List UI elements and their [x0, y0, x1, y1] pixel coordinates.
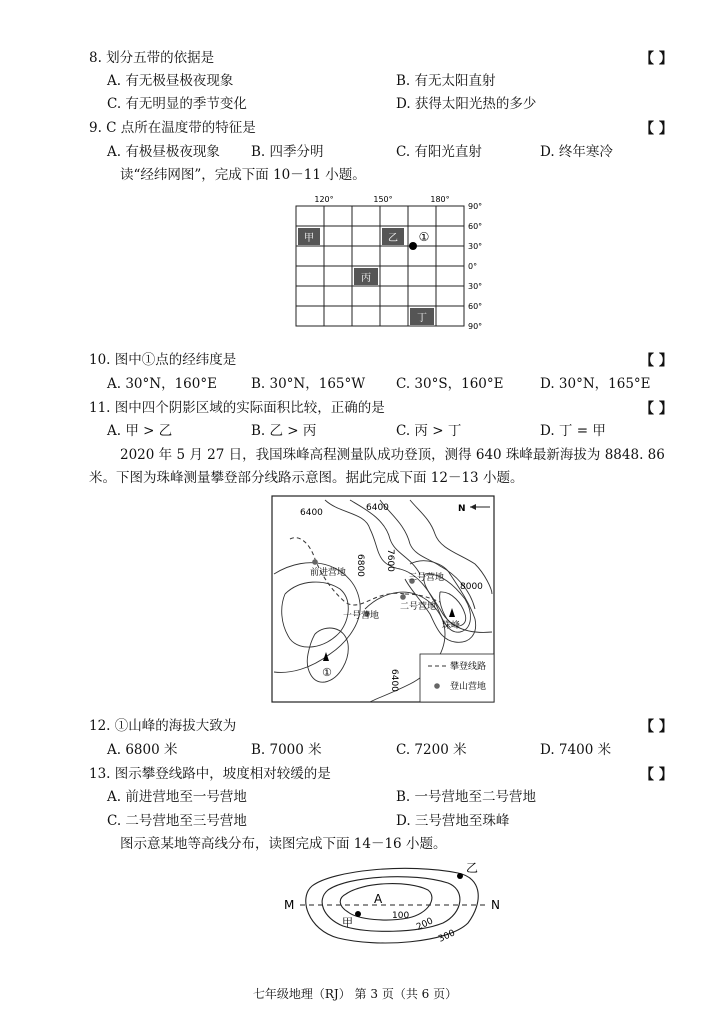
lat-label-30n: 30° [468, 242, 483, 251]
contour-6400-a: 6400 [300, 508, 323, 518]
q8-option-a: A. 有无极昼极夜现象 [107, 73, 234, 89]
intro-10-11: 读“经纬网图”，完成下面 10－11 小题。 [120, 167, 366, 183]
label-m: M [284, 898, 295, 912]
label-n: N [491, 898, 500, 912]
legend-route-label: 攀登线路 [450, 662, 487, 672]
page-footer: 七年级地理（RJ） 第 3 页（共 6 页） [252, 987, 458, 1001]
lat-label-60n: 60° [468, 222, 483, 231]
lon-label-180: 180° [430, 195, 450, 204]
q13-option-b: B. 一号营地至二号营地 [396, 789, 537, 805]
q12-stem: 12. ①山峰的海拔大致为 [89, 718, 237, 734]
contour-label-300: 300 [437, 928, 457, 945]
q11-answer-bracket: 【 】 [640, 401, 673, 417]
contour-label-100: 100 [392, 911, 410, 921]
label-camp-1: 一号营地 [343, 611, 380, 621]
camp-2-marker [400, 594, 406, 600]
lat-long-grid-figure [290, 192, 490, 338]
lat-label-0: 0° [468, 262, 478, 271]
contour-100 [340, 884, 432, 920]
label-peak-everest: 珠峰 [442, 621, 461, 631]
q11-option-a: A. 甲 > 乙 [107, 423, 173, 439]
intro-12-13-line2: 米。下图为珠峰测量攀登部分线路示意图。据此完成下面 12－13 小题。 [89, 470, 524, 486]
q8-stem: 8. 划分五带的依据是 [89, 50, 215, 66]
cell-label-bing: 丙 [361, 273, 371, 284]
label-point-1: ① [322, 666, 332, 679]
q9-stem: 9. C 点所在温度带的特征是 [89, 120, 256, 136]
q11-option-b: B. 乙 > 丙 [251, 423, 317, 439]
camp-forward-marker [312, 559, 318, 565]
label-a: A [374, 892, 383, 906]
q11-stem: 11. 图中四个阴影区域的实际面积比较，正确的是 [89, 400, 385, 416]
contour-6400-b: 6400 [366, 503, 389, 513]
q10-answer-bracket: 【 】 [640, 353, 673, 369]
lat-label-90s: 90° [468, 322, 483, 331]
q12-option-c: C. 7200 米 [396, 742, 467, 758]
q8-answer-bracket: 【 】 [640, 51, 673, 67]
cell-label-yi: 乙 [388, 233, 398, 244]
q10-option-b: B. 30°N，165°W [251, 376, 366, 392]
q13-option-d: D. 三号营地至珠峰 [396, 813, 510, 829]
contour-6800: 6800 [355, 554, 365, 577]
intro-12-13-line1: 2020 年 5 月 27 日，我国珠峰高程测量队成功登顶，测得 640 珠峰最新海拔为 8848. 86 [120, 447, 665, 463]
cell-label-jia: 甲 [304, 233, 314, 244]
lat-label-60s: 60° [468, 302, 483, 311]
contour-8000: 8000 [460, 582, 483, 592]
lon-label-120: 120° [314, 195, 334, 204]
lon-label-150: 150° [373, 195, 393, 204]
contour-map-figure [278, 858, 508, 950]
legend-camp-symbol [434, 683, 440, 689]
label-jia: 甲 [342, 916, 353, 929]
q9-answer-bracket: 【 】 [640, 121, 673, 137]
q8-option-c: C. 有无明显的季节变化 [107, 96, 247, 112]
label-camp-3: 三号营地 [408, 573, 445, 583]
contour-label-200: 200 [415, 916, 435, 933]
q9-option-d: D. 终年寒冷 [540, 144, 613, 160]
contour-7600: 7600 [385, 549, 395, 572]
q11-option-c: C. 丙 > 丁 [396, 423, 462, 439]
q12-answer-bracket: 【 】 [640, 719, 673, 735]
label-camp-2: 二号营地 [400, 602, 437, 612]
north-label: N [458, 504, 466, 514]
lat-label-30s: 30° [468, 282, 483, 291]
q10-option-d: D. 30°N，165°E [540, 376, 651, 392]
q9-option-c: C. 有阳光直射 [396, 144, 482, 160]
contour-6400-c: 6400 [389, 669, 399, 692]
everest-route-map [270, 494, 496, 704]
lat-label-90n: 90° [468, 202, 483, 211]
q8-option-b: B. 有无太阳直射 [396, 73, 496, 89]
q13-answer-bracket: 【 】 [640, 767, 673, 783]
legend-camp-label: 登山营地 [450, 682, 487, 692]
q10-option-c: C. 30°S，160°E [396, 376, 504, 392]
point-1-marker [409, 242, 417, 250]
point-jia-marker [355, 911, 361, 917]
q10-option-a: A. 30°N，160°E [107, 376, 217, 392]
q8-option-d: D. 获得太阳光热的多少 [396, 96, 537, 112]
q12-option-a: A. 6800 米 [107, 742, 178, 758]
label-camp-forward: 前进营地 [310, 568, 347, 578]
q9-option-a: A. 有极昼极夜现象 [107, 144, 220, 160]
intro-14-16: 图示意某地等高线分布，读图完成下面 14－16 小题。 [120, 836, 447, 852]
q10-stem: 10. 图中①点的经纬度是 [89, 352, 237, 368]
q12-option-b: B. 7000 米 [251, 742, 322, 758]
q13-option-c: C. 二号营地至三号营地 [107, 813, 247, 829]
label-yi: 乙 [466, 861, 479, 875]
q13-stem: 13. 图示攀登线路中，坡度相对较缓的是 [89, 766, 331, 782]
q11-option-d: D. 丁 = 甲 [540, 423, 606, 439]
q13-option-a: A. 前进营地至一号营地 [107, 789, 247, 805]
q12-option-d: D. 7400 米 [540, 742, 612, 758]
cell-label-ding: 丁 [417, 313, 427, 324]
point-yi-marker [457, 873, 463, 879]
point-1-label: ① [418, 230, 430, 244]
q9-option-b: B. 四季分明 [251, 144, 324, 160]
